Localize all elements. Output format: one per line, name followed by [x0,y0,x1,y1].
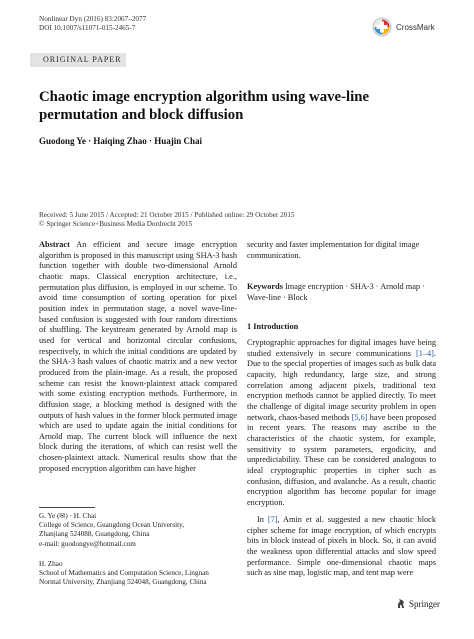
affiliation-line: Normal University, Zhanjiang 524048, Guangdong, China [39,578,207,587]
keywords-label: Keywords [247,282,283,291]
article-type: ORIGINAL PAPER [43,55,122,64]
journal-citation: Nonlinear Dyn (2016) 83:2067–2077 [39,15,147,23]
doi[interactable]: DOI 10.1007/s11071-015-2465-7 [39,24,136,32]
affiliation-line: School of Mathematics and Computation Science, Lingnan [39,569,209,578]
crossmark-icon [372,17,392,37]
citation-link[interactable]: [5,6] [351,412,368,422]
author-list: Guodong Ye · Haiqing Zhao · Huajin Chai [39,136,202,146]
intro-paragraph-1 [247,338,436,509]
para2-text-a: In [257,515,268,524]
publication-dates [39,211,459,229]
keywords [247,282,436,303]
abstract-label: Abstract [39,240,70,249]
history-dates: Received: 5 June 2015 / Accepted: 21 October 2015 / Published online: 29 October 2015 [39,211,295,219]
affiliation-line: College of Science, Guangdong Ocean University, [39,521,185,530]
article-title: Chaotic image encryption algorithm using wave-line permutation and block diffusion [39,89,370,123]
affiliation-zhao [39,560,239,588]
keywords-text: Image encryption · SHA-3 · Arnold map · Wave-line · Block [247,282,425,302]
affiliation-ye [39,512,239,549]
citation-link[interactable]: [7] [267,515,278,524]
author-email[interactable]: e-mail: guodongye@hotmail.com [39,539,136,548]
affiliation-names: G. Ye (✉) · H. Chai [39,512,97,520]
footnote-divider [39,507,95,508]
copyright-line: © Springer Science+Business Media Dordrecht 2015 [39,220,193,228]
abstract [39,240,237,474]
abstract-text: An efficient and secure image encryption algorithm is proposed in this manuscript using SHA-3 hash function together with double two-dimensional Arnold chaotic maps. Classical encryption architecture, i.e., permutation plus diffusion, is employed in our scheme. To avoid time consumption of sorting operation for pixel position index in permutation stage, a novel wave-line-based confusion is suggested with four random directions of shuffling. The keystream generated by Arnold map is used for vertical and horizontal circular confusions, respectively, in which the initial conditions are updated by the SHA-3 hash values of chaotic matrix and a new vector produced from the plain-image. As a result, the proposed scheme can resist the known-plaintext attack compared with some existing encryption methods. Furthermore, in diffusion stage, a blocking method is designed with the outputs of hash values in the former block permuted image which are used to update again the initial conditions for Arnold map. The current block will influence the next block during the iterations, of which can resist well the chosen-plaintext attack. Numerical results show that the proposed encryption algorithm can have higher [39,240,237,473]
para1-text-a: Cryptographic approaches for digital images have being studied extensively in secure communications [247,338,436,358]
crossmark-label: CrossMark [396,22,435,32]
citation-link[interactable]: [1–4] [415,348,434,358]
para2-text-b: , Amin et al. suggested a new chaotic block cipher scheme for image encryption, of which encrypts bits in block instead of pixels in block. So, it can avoid the weakness upon differential attacks and slow speed performance. Simple one-dimensional chaotic maps such as sine map, logistic map, and tent map were [247,515,436,578]
abstract-continuation: security and faster implementation for digital image communication. [247,240,420,260]
affiliation-names: H. Zhao [39,560,63,568]
publisher-logo [396,598,440,609]
section-heading: 1 Introduction [247,322,299,331]
para1-text-b: . Due to the special properties of images such as bulk data capacity, high redundancy, large size, and strong correlation among adjacent pixels, traditional text encryption methods cannot be applied directly. To meet the challenge of digital image security problem in open network, chaos-based methods [247,348,436,422]
para1-text-c: have been proposed in recent years. The reasons may ascribe to the characteristics of the chaotic system, for example, sensitivity to system parameters, ergodicity, and unpredictability. These can be considered analogous to ideal cryptographic properties in cipher such as confusion, diffusion, and avalanche. As a result, chaotic encryption algorithm has become popular for image encryption. [247,412,436,507]
publisher-name: Springer [409,598,440,609]
springer-horse-icon [396,598,406,609]
crossmark-badge[interactable] [372,16,444,38]
intro-paragraph-2 [247,515,436,579]
affiliation-line: Zhanjiang 524088, Guangdong, China [39,530,150,539]
